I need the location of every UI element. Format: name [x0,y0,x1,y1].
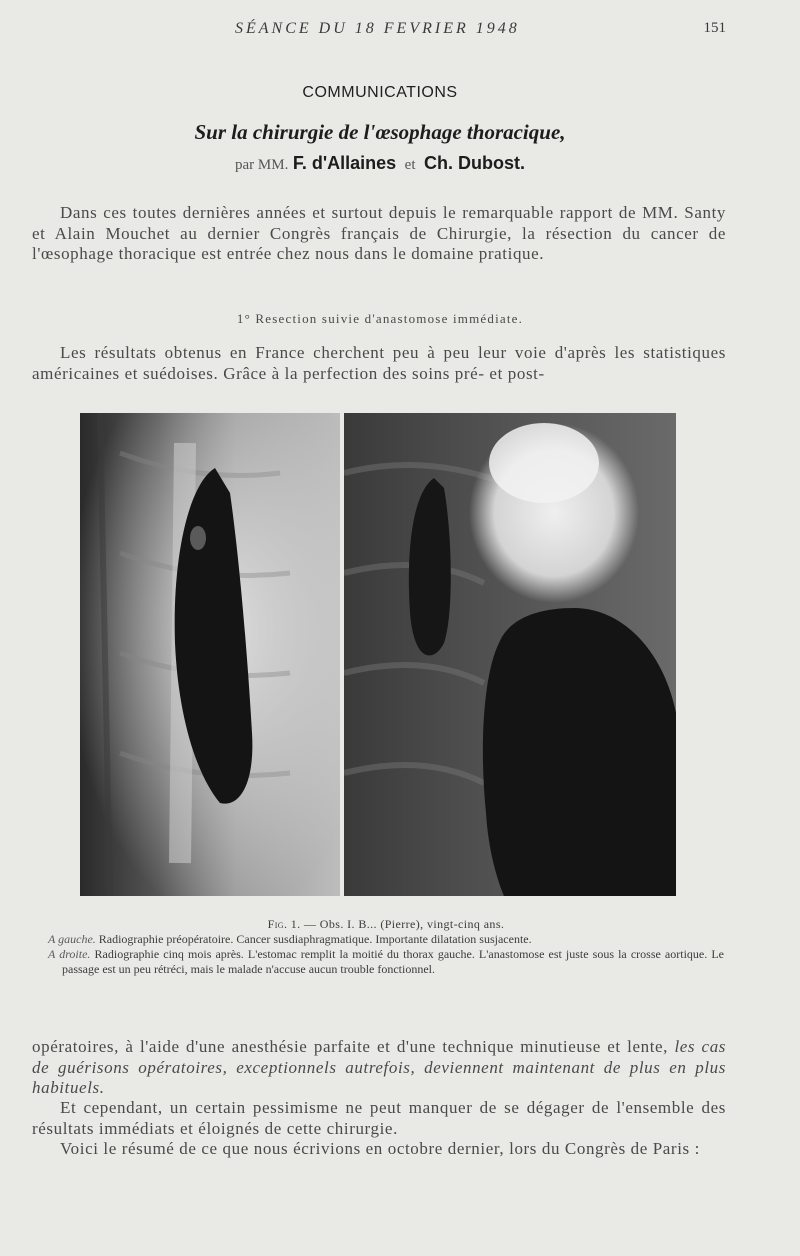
caption-title [48,917,724,932]
body-paragraph: Dans ces toutes dernières années et surtout depuis le remarquable rapport de MM. Santy et Alain Mouchet au dernier Congrès français de Chirurgie, la résection du cancer de l'œsophage thoracique est entrée chez nous dans le domaine pratique. [32,203,726,263]
author-name: F. d'Allaines [292,153,397,173]
article-title: Sur la chirurgie de l'œsophage thoracique, [194,120,566,144]
caption-left-description [48,932,724,947]
xray-right-image [344,413,676,896]
caption-text: Radiographie cinq mois après. L'estomac remplit la moitié du thorax gauche. L'anastomose est juste sous la crosse aortique. Le passage est un peu rétréci, mais le malade n'accuse aucun trouble fonctionnel. [62,947,724,976]
body-paragraph: Voici le résumé de ce que nous écrivions en octobre dernier, lors du Congrès de Paris : [60,1139,700,1158]
byline [0,153,760,174]
body-paragraph [32,1037,726,1099]
running-head [0,20,800,42]
caption-side-label: A droite. [48,947,91,961]
paragraph-italic-text: les cas de guérisons opératoires, exceptionnels autrefois, deviennent maintenant de plus en plus habituels. [32,1037,727,1097]
body-paragraph: Les résultats obtenus en France cherchent peu à peu leur voie d'après les statistiques américaines et suédoises. Grâce à la perfection des soins pré- et post- [32,343,726,383]
running-head-title: SÉANCE DU 18 FEVRIER 1948 [235,20,520,37]
figure-label: Fig. 1. [267,917,301,931]
caption-text: — Obs. I. B... (Pierre), vingt-cinq ans. [304,917,505,931]
caption-right-description [48,947,724,977]
author-name: Ch. Dubost. [423,153,525,173]
byline-conjunction: et [404,157,416,173]
section-heading: COMMUNICATIONS [302,84,458,101]
xray-left-image [80,413,340,896]
body-paragraph: Et cependant, un certain pessimisme ne peut manquer de se dégager de l'ensemble des résultats immédiats et éloignés de cette chirurgie. [32,1098,726,1138]
byline-prefix: par MM. [235,157,289,173]
figure-radiographs [80,413,676,896]
figure-caption [48,917,724,977]
page-number: 151 [703,20,726,36]
section-subheading: 1° Resection suivie d'anastomose immédiate. [236,311,524,326]
caption-text: Radiographie préopératoire. Cancer susdiaphragmatique. Importante dilatation susjacente. [98,932,532,946]
caption-side-label: A gauche. [48,932,96,946]
paragraph-text: opératoires, à l'aide d'une anesthésie parfaite et d'une technique minutieuse et lente, [32,1037,675,1056]
